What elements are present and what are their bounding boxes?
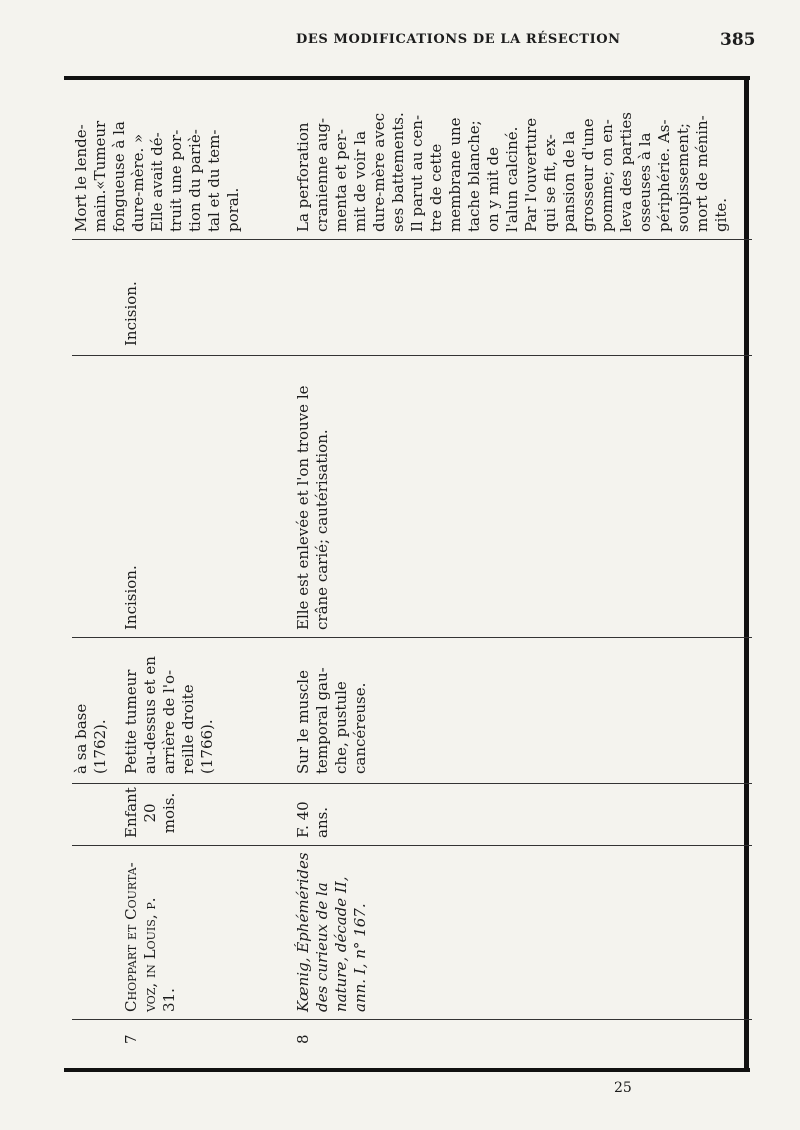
result-cell: Mort le lende- main.«Tumeur fongueuse à la dure-mère. » Elle avait dé- truit une por- tion du pariè- tal et du tem- poral.	[72, 120, 242, 232]
seat-cell: à sa base (1762).	[72, 703, 109, 774]
author-cell: Kœnig, Éphémérides des curieux de la nature, décade II, ann. I, n° 167.	[294, 852, 369, 1012]
column-separator	[72, 355, 752, 356]
running-title: DES MODIFICATIONS DE LA RÉSECTION	[296, 32, 621, 47]
column-separator	[72, 239, 752, 240]
column-separator	[72, 1019, 752, 1020]
frame-bottom-rule	[64, 1068, 750, 1072]
number-cell: 8	[294, 1034, 312, 1044]
patient-cell: Enfant 20 mois.	[122, 787, 178, 838]
rotated-table	[72, 78, 752, 1068]
column-separator	[72, 637, 752, 638]
number-cell: 7	[122, 1034, 140, 1044]
seat-cell: Petite tumeur au-dessus et en arrière de l'o- reille droite (1766).	[122, 656, 216, 774]
signature-mark: 25	[614, 1080, 632, 1096]
treatment-cell: Elle est enlevée et l'on trouve le crâne carié; cautérisation.	[294, 385, 331, 630]
page-number: 385	[720, 30, 756, 50]
treatment-cell: Incision.	[122, 565, 140, 630]
operation-cell: Incision.	[122, 281, 140, 346]
seat-cell: Sur le muscle temporal gau- che, pustule cancéreuse.	[294, 667, 369, 774]
author-cell: Choppart et Courta- voz, in Louis, p. 31.	[122, 862, 178, 1012]
result-cell: La perforation cranienne aug- menta et per- mit de voir la dure-mère avec ses battements. Il parut au cen- tre de cette membrane une tache blanche; on y mit de l'alun calciné. Par l'ouverture qui se fit, ex- pansion de la grosseur d'une pomme; on en- leva des parties osseuses à la périphérie. As- soupissement; mort de ménin- gite.	[294, 112, 730, 232]
patient-cell: F. 40 ans.	[294, 801, 331, 838]
column-separator	[72, 845, 752, 846]
